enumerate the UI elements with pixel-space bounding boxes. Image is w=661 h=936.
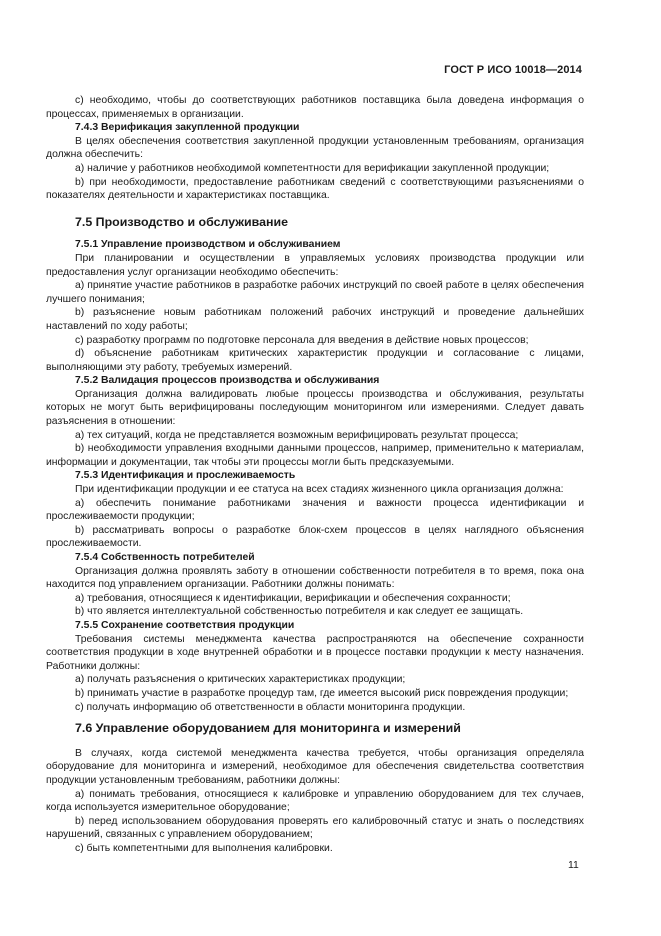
document-body: [46, 94, 584, 855]
paragraph: c) получать информацию об ответственности в области мониторинга продукции.: [75, 701, 466, 713]
paragraph: a) наличие у работников необходимой компетентности для верификации закупленной продукции;: [75, 162, 550, 174]
subsection-heading: 7.5.2 Валидация процессов производства и обслуживания: [75, 375, 380, 387]
subsection-heading: 7.5.4 Собственность потребителей: [75, 552, 255, 563]
paragraph: При планировании и осуществлении в управляемых условиях производства продукции или предоставления услуг организации необходимо обеспечить:: [46, 252, 584, 278]
page-number: 11: [568, 860, 579, 871]
subsection-heading: 7.5.3 Идентификация и прослеживаемость: [75, 470, 296, 482]
paragraph: b) необходимости управления входными данными процессов, например, применительно к материалам, информации и документации, так чтобы эти процессы могли быть предсказуемыми.: [46, 443, 584, 468]
paragraph: d) объяснение работникам критических характеристик продукции и согласование с лицами, выполняющими эту работу, требуемых измерений.: [46, 348, 584, 373]
paragraph: a) понимать требования, относящиеся к калибровке и управлению оборудованием для тех случаев, когда используется измерительное оборудование;: [46, 788, 584, 814]
paragraph: a) требования, относящиеся к идентификации, верификации и обеспечения сохранности;: [75, 592, 511, 604]
paragraph: В целях обеспечения соответствия закупленной продукции установленным требованиям, организация должна обеспечить:: [46, 135, 584, 161]
section-heading: 7.5 Производство и обслуживание: [75, 214, 288, 229]
paragraph: b) принимать участие в разработке процедур там, где имеется высокий риск повреждения продукции;: [75, 687, 569, 699]
subsection-heading: 7.4.3 Верификация закупленной продукции: [75, 122, 300, 134]
paragraph: b) рассматривать вопросы о разработке блок-схем процессов в целях наглядного объяснения прослеживаемости.: [46, 524, 584, 550]
paragraph: a) обеспечить понимание работниками значения и важности процесса идентификации и прослеживаемости продукции;: [46, 497, 584, 523]
paragraph: Организация должна проявлять заботу в отношении собственности потребителя в то время, пока она находится под управлением организации. Работники должны понимать:: [46, 565, 584, 591]
paragraph: Организация должна валидировать любые процессы производства и обслуживания, результаты которых не могут быть верифицированы последующим мониторингом или измерениями. Следует давать разъяснения в отношении:: [46, 388, 584, 428]
paragraph: Требования системы менеджмента качества распространяются на обеспечение сохранности соответствия продукции в ходе внутренней обработки и в процессе поставки продукции к месту назначения. Работники должны:: [46, 633, 584, 672]
subsection-heading: 7.5.5 Сохранение соответствия продукции: [75, 619, 295, 631]
paragraph: b) разъяснение новым работникам положений рабочих инструкций и проведение дальнейших наставлений по ходу работы;: [46, 307, 584, 332]
paragraph: b) что является интеллектуальной собственностью потребителя и как следует ее защищать.: [75, 606, 524, 618]
paragraph: В случаях, когда системой менеджмента качества требуется, чтобы организация определяла оборудование для мониторинга и измерений, необходимое для обеспечения свидетельства соответствия продукции установленным требованиям, работники должны:: [46, 747, 584, 786]
paragraph: c) разработку программ по подготовке персонала для введения в действие новых процессов;: [75, 334, 529, 346]
paragraph: При идентификации продукции и ее статуса на всех стадиях жизненного цикла организация должна:: [75, 484, 564, 496]
paragraph: c) необходимо, чтобы до соответствующих работников поставщика была доведена информация о процессах, применяемых в организации.: [46, 95, 584, 120]
subsection-heading: 7.5.1 Управление производством и обслуживанием: [75, 239, 341, 251]
section-heading: 7.6 Управление оборудованием для мониторинга и измерений: [75, 721, 461, 736]
paragraph: b) при необходимости, предоставление работникам сведений с соответствующими разъяснениями о показателях деятельности и характеристиках поставщика.: [46, 176, 584, 202]
paragraph: a) получать разъяснения о критических характеристиках продукции;: [75, 674, 406, 686]
paragraph: b) перед использованием оборудования проверять его калибровочный статус и знать о последствиях нарушений, связанных с управлением оборудованием;: [46, 815, 584, 841]
paragraph: a) тех ситуаций, когда не представляется возможным верифицировать результат процесса;: [75, 429, 519, 441]
paragraph: c) быть компетентными для выполнения калибровки.: [75, 842, 333, 854]
standard-header: ГОСТ Р ИСО 10018—2014: [444, 64, 582, 76]
paragraph: a) принятие участие работников в разработке рабочих инструкций по своей работе в целях обеспечения лучшего понимания;: [46, 280, 584, 305]
